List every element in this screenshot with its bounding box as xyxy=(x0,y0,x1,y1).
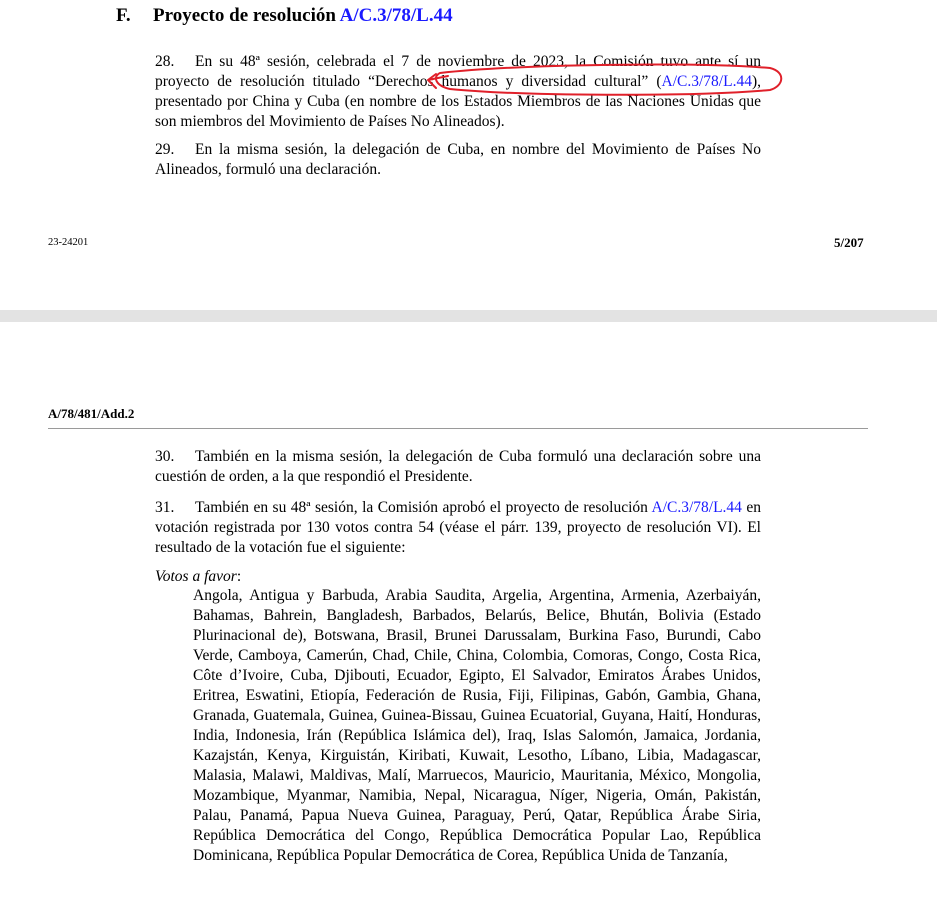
section-heading xyxy=(116,5,453,27)
paragraph-28 xyxy=(155,52,761,132)
paragraph-31 xyxy=(155,498,761,558)
votes-in-favour-label xyxy=(155,568,241,586)
document-page-6 xyxy=(0,322,937,909)
footer-page-number: 5/207 xyxy=(834,235,864,250)
paragraph-number: 30. xyxy=(155,448,175,465)
section-doc-link[interactable]: A/C.3/78/L.44 xyxy=(339,5,453,26)
page-separator xyxy=(0,310,937,322)
paragraph-number: 31. xyxy=(155,499,175,516)
document-symbol-header: A/78/481/Add.2 xyxy=(48,406,135,421)
paragraph-text: También en su 48ª sesión, la Comisión aprobó el proyecto de resolución xyxy=(195,499,652,516)
resolution-link[interactable]: A/C.3/78/L.44 xyxy=(661,73,752,90)
votes-label-colon: : xyxy=(236,568,242,585)
paragraph-number: 28. xyxy=(155,53,175,70)
votes-in-favour-label-text: Votos a favor xyxy=(155,568,237,585)
paragraph-number: 29. xyxy=(155,141,175,158)
footer-doc-number: 23-24201 xyxy=(48,237,89,248)
section-title: Proyecto de resolución xyxy=(153,5,336,26)
header-rule xyxy=(48,428,868,429)
paragraph-text: También en la misma sesión, la delegación de Cuba formuló una declaración sobre una cuestión de orden, a la que respondió el Presidente. xyxy=(155,448,761,485)
document-page-5 xyxy=(0,0,937,310)
paragraph-text-cont: ), presentado por China y Cuba (en nombre de los Estados Miembros de las Naciones Unidas que son miembros del Movimiento de Países No Alineados). xyxy=(155,73,761,130)
paragraph-text: En su 48ª sesión, celebrada el 7 de noviembre de 2023, la Comisión tuvo ante sí un proyecto de resolución titulado “Derechos humanos y diversidad cultural” ( xyxy=(155,53,761,90)
paragraph-text: En la misma sesión, la delegación de Cuba, en nombre del Movimiento de Países No Alineados, formuló una declaración. xyxy=(155,141,761,178)
paragraph-text-cont: en votación registrada por 130 votos contra 54 (véase el párr. 139, proyecto de resolución VI). El resultado de la votación fue el siguiente: xyxy=(155,499,762,556)
section-letter: F. xyxy=(116,5,131,26)
paragraph-30 xyxy=(155,447,761,487)
paragraph-29 xyxy=(155,140,761,180)
resolution-link[interactable]: A/C.3/78/L.44 xyxy=(651,499,742,516)
votes-in-favour-list: Angola, Antigua y Barbuda, Arabia Saudita, Argelia, Argentina, Armenia, Azerbaiyán, Bahamas, Bahrein, Bangladesh, Barbados, Belarús, Belice, Bhután, Bolivia (Estado Plurinacional de), Botswana, Brasil, Brunei Darussalam, Burkina Faso, Burundi, Cabo Verde, Camboya, Camerún, Chad, Chile, China, Colombia, Comoras, Congo, Costa Rica, Côte d’Ivoire, Cuba, Djibouti, Ecuador, Egipto, El Salvador, Emiratos Árabes Unidos, Eritrea, Eswatini, Etiopía, Federación de Rusia, Fiji, Filipinas, Gabón, Gambia, Ghana, Granada, Guatemala, Guinea, Guinea-Bissau, Guinea Ecuatorial, Guyana, Haití, Honduras, India, Indonesia, Irán (República Islámica del), Iraq, Islas Salomón, Jamaica, Jordania, Kazajstán, Kenya, Kirguistán, Kiribati, Kuwait, Lesotho, Líbano, Libia, Madagascar, Malasia, Malawi, Maldivas, Malí, Marruecos, Mauricio, Mauritania, México, Mongolia, Mozambique, Myanmar, Namibia, Nepal, Nicaragua, Níger, Nigeria, Omán, Pakistán, Palau, Panamá, Papua Nueva Guinea, Paraguay, Perú, Qatar, República Árabe Siria, República Democrática del Congo, República Democrática Popular Lao, República Dominicana, República Popular Democrática de Corea, República Unida de Tanzanía, xyxy=(193,587,761,864)
